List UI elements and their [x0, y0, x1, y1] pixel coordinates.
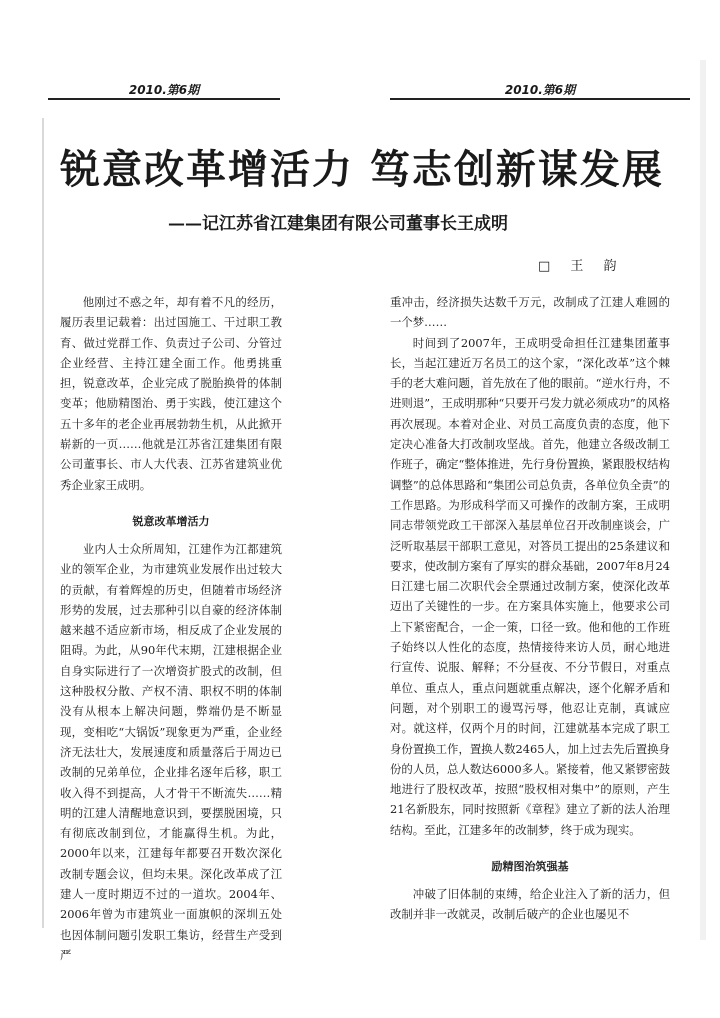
page-left-edge — [42, 118, 44, 928]
article-subtitle: ——记江苏省江建集团有限公司董事长王成明 — [168, 214, 508, 234]
reform-implementation-paragraph: 时间到了2007年，王成明受命担任江建集团董事长，当起江建近万名员工的这个家，“深化改革”这个棘手的老大难问题，首先放在了他的眼前。“逆水行舟，不进则退”，王成明那种“只要开弓发力就必须成功”的风格再次展现。本着对企业、对员工高度负责的态度，他下定决心准备大打改制攻坚战。首先，他建立各级改制工作班子，确定“整体推进，先行身份置换，紧跟股权结构调整”的总体思路和“集团公司总负责，各单位负全责”的工作思路。为形成科学而又可操作的改制方案，王成明同志带领党政工干部深入基层单位召开改制座谈会，广泛听取基层干部职工意见，对答员工提出的25条建议和要求，使改制方案有了厚实的群众基础，2007年8月24日江建七届二次职代会全票通过改制方案，使深化改革迈出了关键性的一步。在方案具体实施上，他要求公司上下紧密配合，一企一策，口径一致。他和他的工作班子始终以人性化的态度，热情接待来访人员，耐心地进行宣传、说服、解释；不分昼夜、不分节假日，对重点单位、重点人，重点问题就重点解决，逐个化解矛盾和问题，对个别职工的谩骂污辱，他忍让克制，真诚应对。就这样，仅两个月的时间，江建就基本完成了职工身份置换工作，置换人数2465人，加上过去先后置换身份的人员，总人数达6000多人。紧接着，他又紧锣密鼓地进行了股权改革，按照“股权相对集中”的原则，产生21名新股东，同时按照新《章程》建立了新的法人治理结构。至此，江建多年的改制梦，终于成为现实。 — [390, 335, 670, 837]
intro-paragraph: 他刚过不惑之年，却有着不凡的经历，履历表里记载着：出过国施工、干过职工教育、做过党群工作、负责过子公司、分管过企业经营、主持江建全面工作。他勇挑重担，锐意改革，企业完成了脱胎换骨的体制变革；他励精图治、勇于实践，使江建这个五十多年的老企业再展勃勃生机，从此掀开崭新的一页……他就是江苏省江建集团有限公司董事长、市人大代表、江苏省建筑业优秀企业家王成明。 — [60, 295, 282, 492]
page-right-edge — [700, 60, 706, 940]
section-heading-foundation: 励精图治筑强基 — [491, 860, 569, 874]
section-heading-reform: 锐意改革增活力 — [132, 514, 210, 528]
issue-header-right: 2010.第6期 — [390, 82, 690, 100]
left-column — [60, 292, 282, 965]
continued-paragraph: 重冲击，经济损失达数千万元，改制成了江建人难圆的一个梦…… — [390, 295, 670, 330]
issue-header-left: 2010.第6期 — [48, 82, 280, 100]
reform-paragraph: 业内人士众所周知，江建作为江都建筑业的领军企业，为市建筑业发展作出过较大的贡献，有着辉煌的历史，但随着市场经济形势的发展，过去那种引以自豪的经济体制越来越不适应新市场，相反成了企业发展的阻碍。为此，从90年代末期，江建根据企业自身实际进行了一次增资扩股式的改制，但这种股权分散、产权不清、职权不明的体制没有从根本上解决问题，弊端仍是不断显现，变相吃“大锅饭”现象更为严重，企业经济无法壮大，发展速度和质量落后于周边已改制的兄弟单位，企业排名逐年后移，职工收入得不到提高，人才骨干不断流失……精明的江建人清醒地意识到，要摆脱困境，只有彻底改制到位，才能赢得生机。为此，2000年以来，江建每年都要召开数次深化改制专题会议，但均未果。深化改革成了江建人一度时期迈不过的一道坎。2004年、2006年曾为市建筑业一面旗帜的深圳五处也因体制问题引发职工集访，经营生产受到严 — [60, 541, 282, 962]
right-column — [390, 292, 670, 925]
foundation-paragraph: 冲破了旧体制的束缚，给企业注入了新的活力，但改制并非一改就灵，改制后破产的企业也屡见不 — [390, 887, 670, 922]
article-title: 锐意改革增活力 笃志创新谋发展 — [60, 146, 664, 193]
article-author: □ 王 韵 — [538, 259, 625, 274]
